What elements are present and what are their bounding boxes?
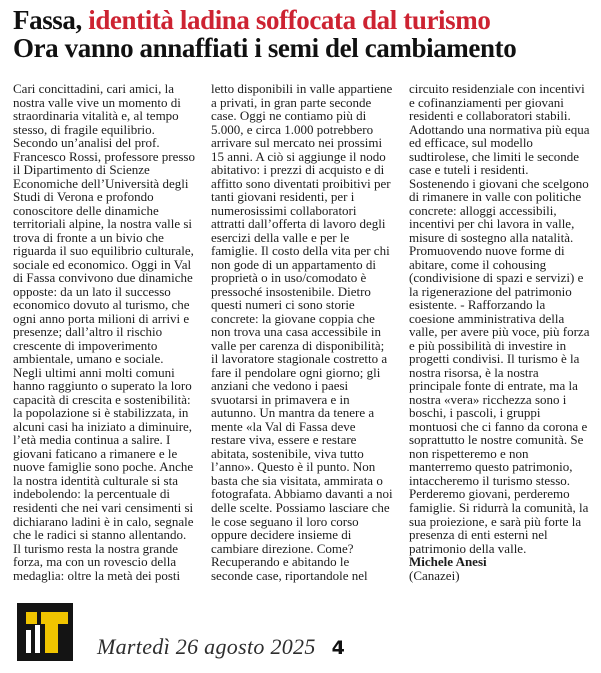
headline-block <box>0 0 601 62</box>
headline-line1-black: Fassa, <box>13 5 89 35</box>
article-body-columns <box>13 82 591 582</box>
page-number: 4 <box>331 637 345 659</box>
logo-l-stem <box>35 625 40 653</box>
footer-date: Martedì 26 agosto 2025 <box>97 634 316 659</box>
logo-i-dot <box>26 612 37 624</box>
article-body-text: Cari concittadini, cari amici, la nostra valle vive un momento di straordinaria vitalità e, al tempo stesso, di fragile equilibrio. Secondo un’analisi del prof. Francesco Rossi, professore presso il Dipartimento di Scienze Economiche dell’Università degli Studi di Verona e profondo conoscitore delle dinamiche territoriali alpine, la nostra valle si trova di fronte a un bivio che riguarda il suo equilibrio culturale, sociale ed economico. Oggi in Val di Fassa convivono due dinamiche opposte: da un lato il successo economico dovuto al turismo, che ogni anno porta milioni di arrivi e presenze; dall’altro il rischio crescente di impoverimento ambientale, umano e sociale. Negli ultimi anni molti comuni hanno raggiunto o superato la loro capacità di crescita e sostenibilità: la popolazione si è stabilizzata, in alcuni casi ha iniziato a diminuire, l’età media continua a salire. I giovani faticano a rimanere e le nuove famiglie sono poche. Anche la nostra identità culturale si sta indebolendo: la percentuale di residenti che nei vari censimenti si dichiarano ladini è in calo, segnale che le radici si stanno allentando. Il turismo resta la nostra grande forza, ma con un rovescio della medaglia: oltre la metà dei posti letto disponibili in valle appartiene a privati, in gran parte seconde case. Oggi ne contiamo più di 5.000, e circa 1.000 potrebbero arrivare sul mercato nei prossimi 15 anni. A ciò si aggiunge il nodo abitativo: i prezzi di acquisto e di affitto sono diventati proibitivi per tanti giovani residenti, per i numerosissimi collaboratori attratti dall’offerta di lavoro degli esercizi della valle e per le famiglie. Il costo della vita per chi non gode di un appartamento di proprietà o in uso/comodato è pressoché insostenibile. Dietro questi numeri ci sono storie concrete: la giovane coppia che non trova una casa accessibile in valle per carenza di disponibilità; il lavoratore stagionale costretto a fare il pendolare ogni giorno; gli anziani che vedono i paesi svuotarsi in primavera e in autunno. Un mantra da tenere a mente «la Val di Fassa deve restare viva, essere e restare abitata, sostenibile, viva tutto l’anno». Questo è il punto. Non basta che sia visitata, ammirata o fotografata. Abbiamo davanti a noi delle scelte. Possiamo lasciare che le cose seguano il loro corso oppure decidere insieme di cambiare direzione. Come? Recuperando e abitando le seconde case, riportandole nel circuito residenziale con incentivi e cofinanziamenti per giovani residenti e collaboratori stabili. Adottando una normativa più equa ed efficace, sul modello sudtirolese, che limiti le seconde case e tuteli i residenti. Sostenendo i giovani che scelgono di rimanere in valle con politiche concrete: alloggi accessibili, incentivi per chi lavora in valle, misure di sostegno alla natalità. Promuovendo nuove forme di abitare, come il cohousing (condivisione di spazi e servizi) e la rigenerazione del patrimonio esistente. - Rafforzando la coesione amministrativa della valle, per avere più voce, più forza e più possibilità di investire in progetti condivisi. Il turismo è la nostra risorsa, è la nostra principale fonte di entrate, ma la nostra «vera» ricchezza sono i boschi, i pascoli, i gruppi montuosi che ci fanno da corona e soprattutto le nostre comunità. Se non rispetteremo e non manterremo questo patrimonio, intaccheremo il turismo stesso. Perderemo giovani, perderemo famiglie. Si ridurrà la comunità, la sua proiezione, e sarà più forte la presenza di enti esterni nel patrimonio della valle. <box>13 81 590 583</box>
headline-line1 <box>13 6 591 34</box>
headline-line1-red: identità ladina soffocata dal turismo <box>88 5 491 35</box>
footer-bar <box>17 603 345 661</box>
article-signature-place: (Canazei) <box>409 567 460 583</box>
il-t-logo-icon <box>17 603 73 661</box>
article-signature-name: Michele Anesi <box>409 554 487 570</box>
logo-i-stem <box>26 630 31 653</box>
headline-line2: Ora vanno annaffiati i semi del cambiamento <box>13 33 517 63</box>
logo-t-stem <box>45 612 58 653</box>
